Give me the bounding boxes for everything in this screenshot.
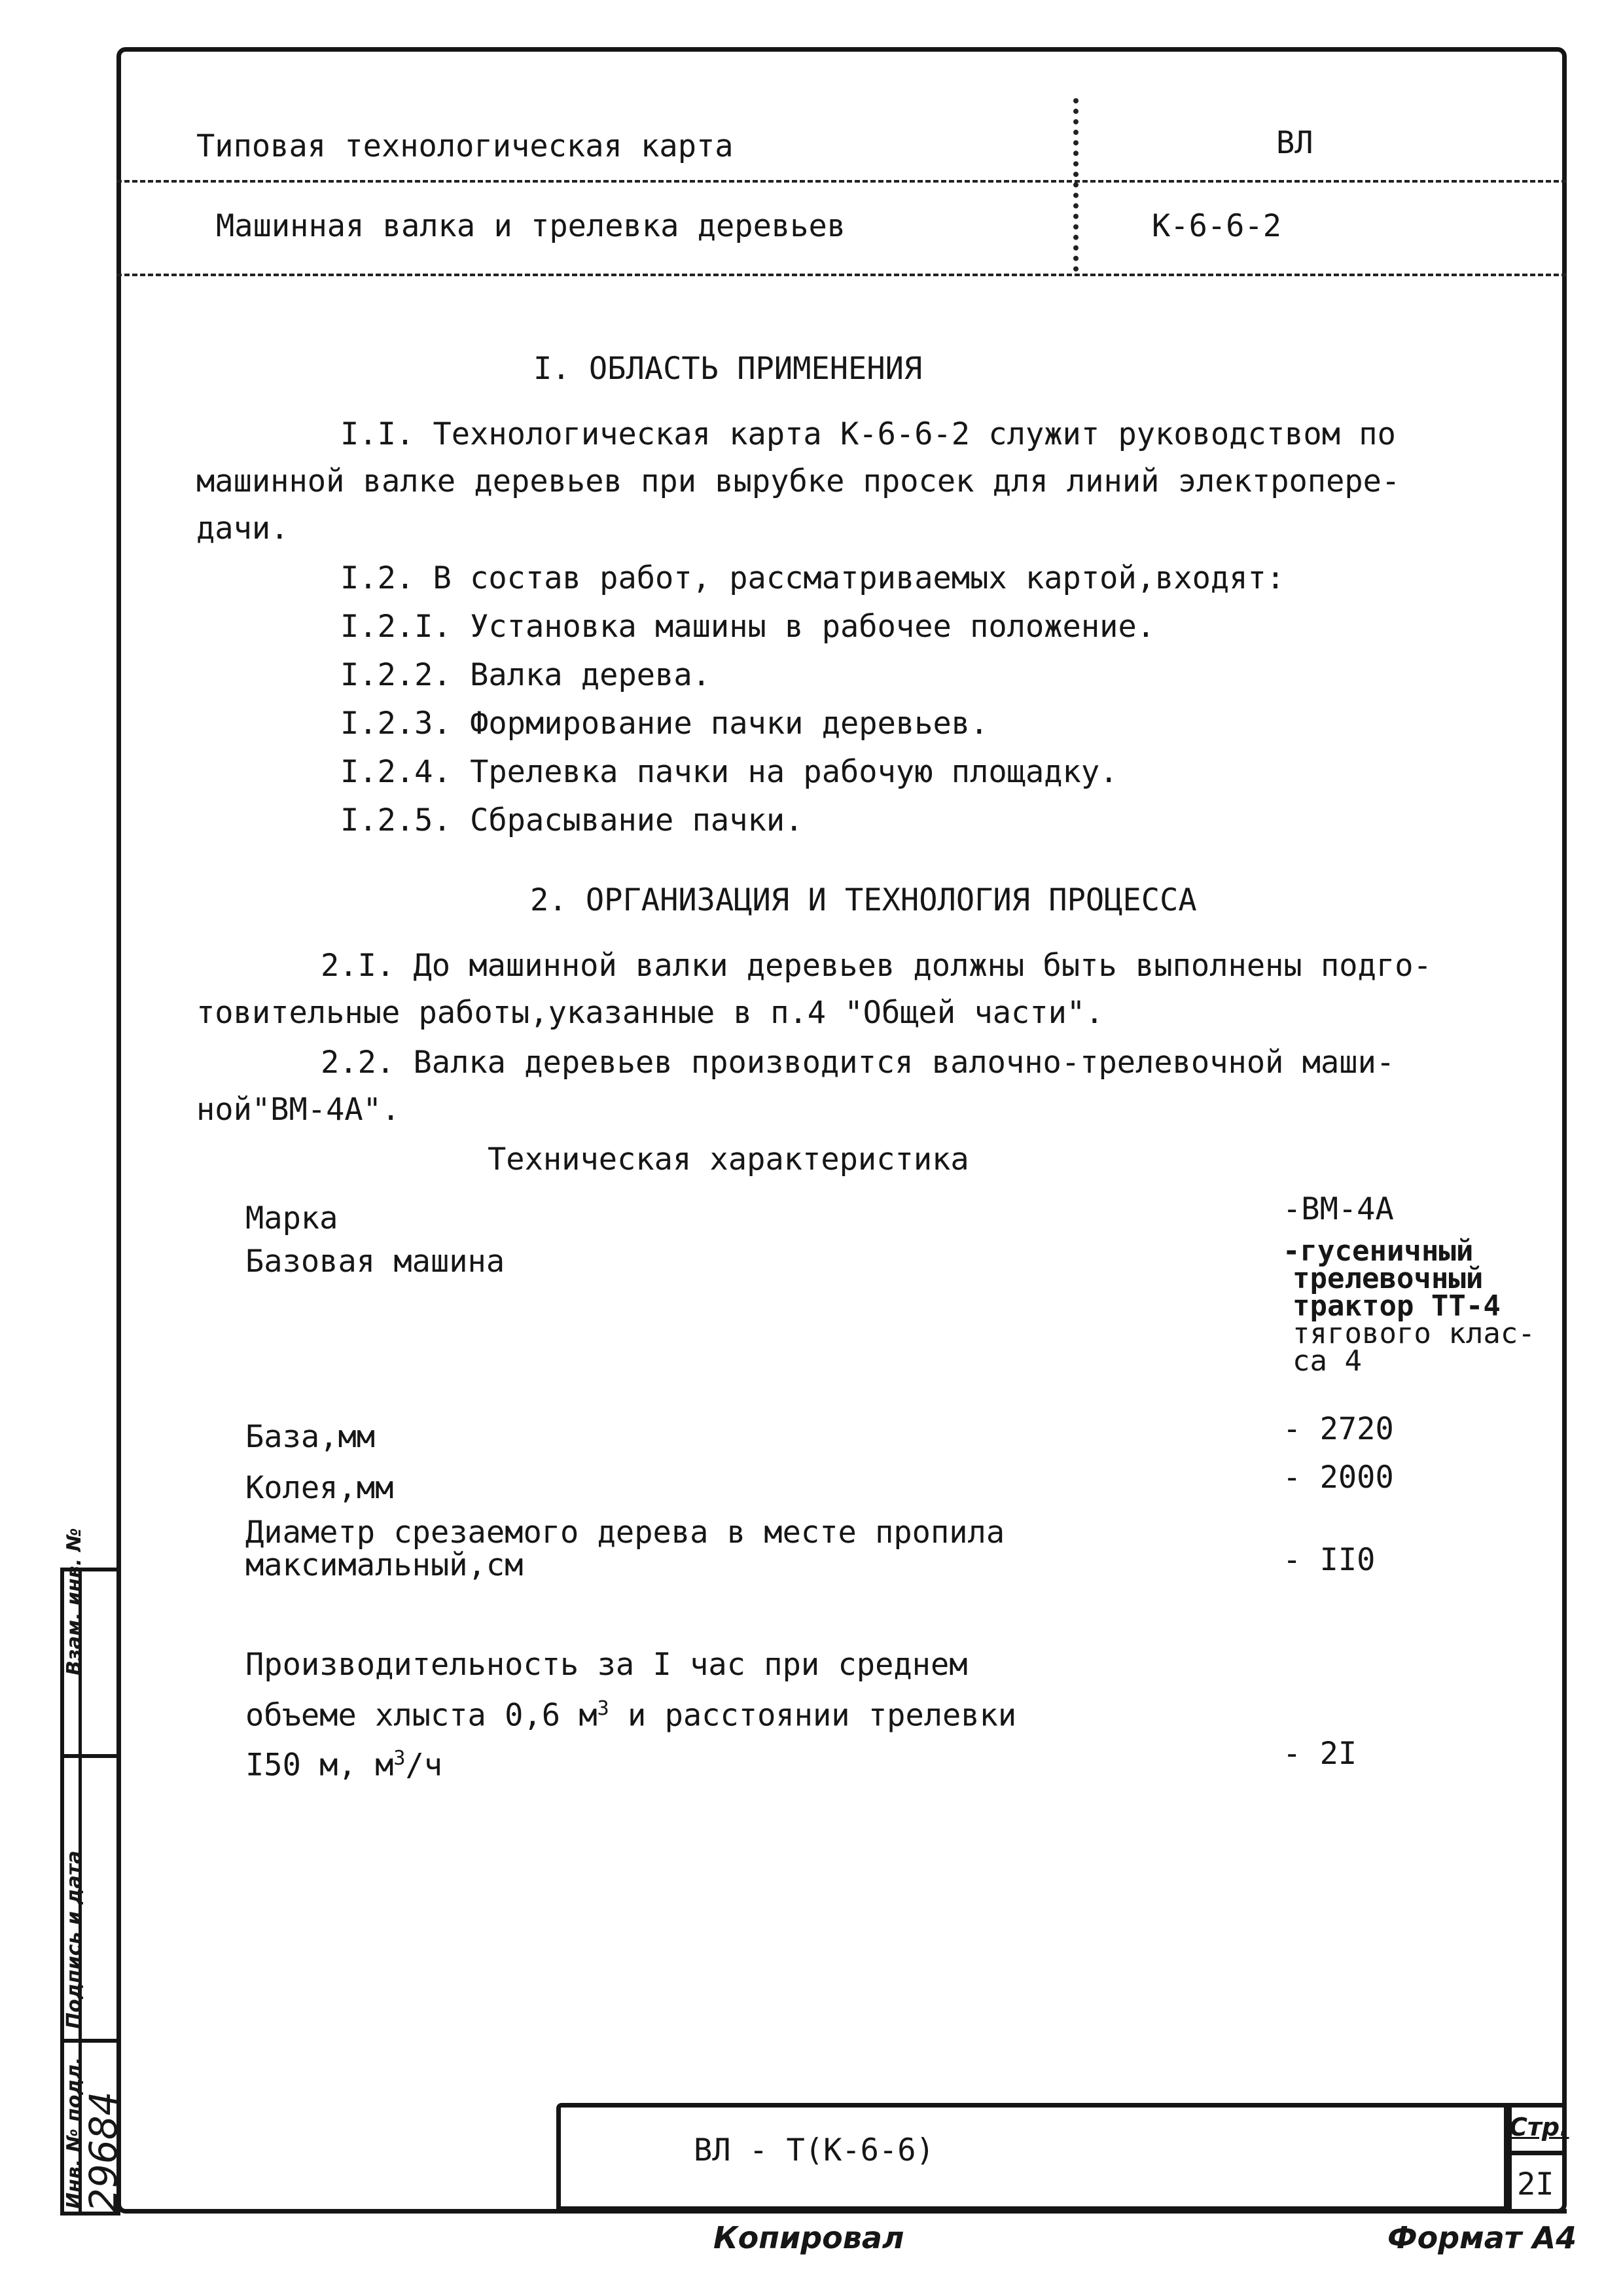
side-signature-label: Подпись и дата <box>63 1850 86 2029</box>
spec-track-label: Колея,мм <box>245 1470 394 1506</box>
side-inventory-label: Инв. № подл. <box>63 2056 86 2209</box>
page-label: Стр. <box>1509 2113 1569 2142</box>
spec-diameter-value: - II0 <box>1283 1542 1376 1578</box>
paragraph-1-2: I.2. В состав работ, рассматриваемых картой,входят: <box>340 560 1285 596</box>
spec-productivity-line1: Производительность за I час при среднем <box>245 1647 968 1683</box>
header-divider <box>116 180 1567 183</box>
page-number: 2I <box>1517 2166 1554 2202</box>
header-code-top: ВЛ <box>1276 125 1313 161</box>
spec-base-machine-value-line: са 4 <box>1293 1344 1362 1378</box>
side-strip-divider <box>60 1754 120 1758</box>
side-strip-divider <box>60 2039 120 2043</box>
paragraph-2-1-line2: товительные работы,указанные в п.4 "Общей части". <box>196 995 1104 1031</box>
spec-base-machine-value-line: трелевочный <box>1293 1262 1484 1295</box>
spec-base-machine-value-line: тягового клас- <box>1293 1317 1535 1350</box>
paragraph-2-1-line1: 2.I. До машинной валки деревьев должны быть выполнены подго- <box>321 948 1432 984</box>
spec-productivity-value: - 2I <box>1283 1736 1357 1772</box>
spec-diameter-label-line2: максимальный,см <box>245 1547 524 1583</box>
specs-heading: Техническая характеристика <box>488 1141 969 1177</box>
header-title: Типовая технологическая карта <box>196 128 734 164</box>
paragraph-2-2-line2: ной"ВМ-4А". <box>196 1092 401 1128</box>
header-bottom-divider <box>116 274 1567 276</box>
paragraph-1-1-line1: I.I. Технологическая карта К-6-6-2 служит руководством по <box>340 416 1396 452</box>
spec-brand-value: -ВМ-4А <box>1283 1191 1394 1227</box>
paragraph-1-1-line2: машинной валке деревьев при вырубке просек для линий электропере- <box>196 463 1400 499</box>
list-item: I.2.4. Трелевка пачки на рабочую площадку. <box>340 754 1118 790</box>
section2-heading: 2. ОРГАНИЗАЦИЯ И ТЕХНОЛОГИЯ ПРОЦЕССА <box>530 882 1197 918</box>
spec-track-value: - 2000 <box>1283 1460 1394 1496</box>
paragraph-1-1-line3: дачи. <box>196 511 289 547</box>
spec-base-machine-label: Базовая машина <box>245 1244 505 1280</box>
spec-productivity-line2: объеме хлыста 0,6 $м^3$ и расстоянии трелевки <box>245 1697 1017 1734</box>
footer-left-note: Копировал <box>713 2220 904 2255</box>
list-item: I.2.I. Установка машины в рабочее положение. <box>340 609 1156 645</box>
header-subtitle: Машинная валка и трелевка деревьев <box>216 208 846 244</box>
list-item: I.2.3. Формирование пачки деревьев. <box>340 706 989 742</box>
header-code-bottom: К-6-6-2 <box>1152 208 1282 244</box>
spec-productivity-line3: I50 м, $м^3/ч$ <box>245 1747 443 1784</box>
spec-wheelbase-label: База,мм <box>245 1419 376 1455</box>
header-column-separator <box>1073 98 1079 272</box>
title-block-doc-code: ВЛ - Т(К-6-6) <box>694 2132 935 2168</box>
footer-right-note: Формат А4 <box>1387 2220 1577 2255</box>
side-inventory-number: 29684 <box>81 2091 126 2212</box>
list-item: I.2.2. Валка дерева. <box>340 657 711 693</box>
spec-wheelbase-value: - 2720 <box>1283 1411 1394 1447</box>
spec-diameter-label-line1: Диаметр срезаемого дерева в месте пропила <box>245 1515 1005 1551</box>
paragraph-2-2-line1: 2.2. Валка деревьев производится валочно-трелевочной маши- <box>321 1045 1395 1081</box>
side-replacement-label: Взам. инв. № <box>63 1528 86 1676</box>
list-item: I.2.5. Сбрасывание пачки. <box>340 802 804 838</box>
spec-brand-label: Марка <box>245 1200 338 1236</box>
spec-base-machine-value-line: -гусеничный <box>1283 1234 1474 1268</box>
spec-base-machine-value-line: трактор ТТ-4 <box>1293 1289 1501 1323</box>
section1-heading: I. ОБЛАСТЬ ПРИМЕНЕНИЯ <box>533 351 923 387</box>
